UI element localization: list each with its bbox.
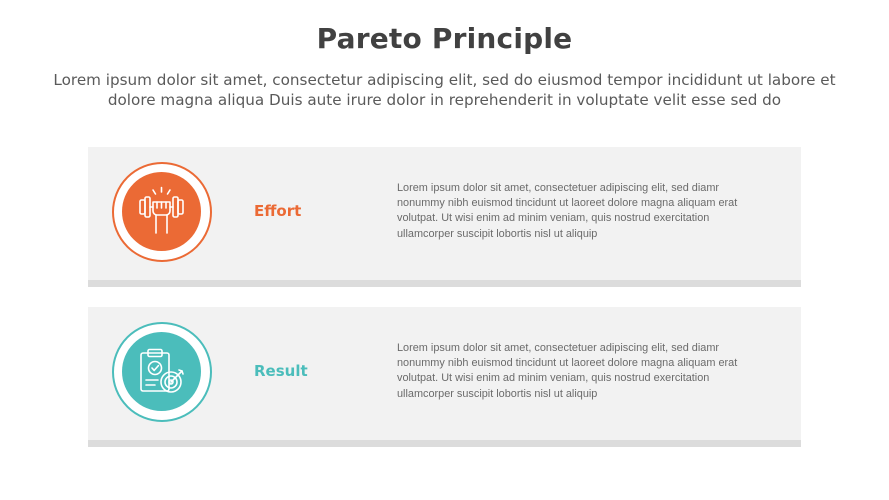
effort-label: Effort [254, 202, 302, 220]
result-label: Result [254, 362, 308, 380]
effort-card [88, 147, 801, 287]
effort-card-bottom-bar [88, 280, 801, 287]
clipboard-target-icon [136, 346, 187, 397]
effort-description: Lorem ipsum dolor sit amet, consectetuer adipiscing elit, sed diamr nonummy nibh euismod tincidunt ut laoreet dolore magna aliquam erat volutpat. Ut wisi enim ad minim veniam, quis nostrud exercitation ullamcorper suscipit lobortis nisl ut aliquip [397, 182, 738, 240]
page-subtitle: Lorem ipsum dolor sit amet, consectetur adipiscing elit, sed do eiusmod tempor incididunt ut labore et dolore magna aliqua Duis aute irure dolor in reprehenderit in voluptate velit esse sed do [53, 71, 836, 109]
result-card [88, 307, 801, 447]
result-card-bottom-bar [88, 440, 801, 447]
dumbbell-fist-icon [136, 186, 187, 237]
result-icon-disc [122, 332, 201, 411]
effort-icon-disc [122, 172, 201, 251]
effort-icon-ring [112, 162, 212, 262]
result-icon-ring [112, 322, 212, 422]
page-title: Pareto Principle [316, 22, 573, 55]
result-description: Lorem ipsum dolor sit amet, consectetuer adipiscing elit, sed diamr nonummy nibh euismod tincidunt ut laoreet dolore magna aliquam erat volutpat. Ut wisi enim ad minim veniam, quis nostrud exercitation ullamcorper suscipit lobortis nisl ut aliquip [397, 342, 738, 400]
